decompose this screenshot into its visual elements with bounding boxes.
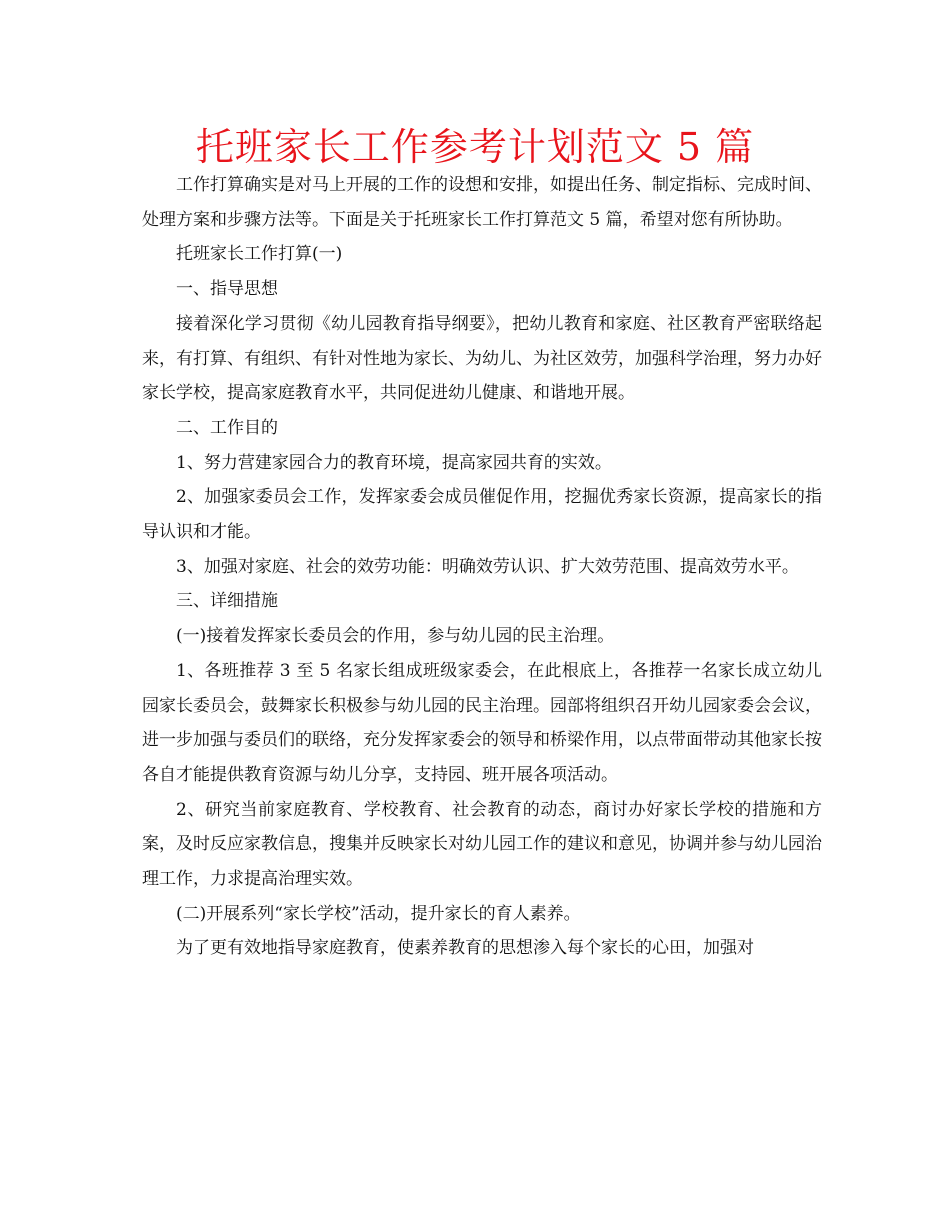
document-body: [142, 168, 822, 966]
paragraph-goal-2: 2、加强家委员会工作，发挥家委会成员催促作用，挖掘优秀家长资源，提高家长的指导认识和才能。: [142, 487, 822, 543]
paragraph-parent-school: 为了更有效地指导家庭教育，使素养教育的思想渗入每个家长的心田，加强对: [176, 938, 754, 959]
subsection-heading-committee: (一)接着发挥家长委员会的作用，参与幼儿园的民主治理。: [176, 626, 615, 647]
section-heading-guiding-ideology: 一、指导思想: [176, 279, 278, 300]
subsection-heading-parent-school: (二)开展系列“家长学校”活动，提升家长的育人素养。: [176, 903, 581, 924]
section-heading-work-goals: 二、工作目的: [176, 417, 278, 438]
section-heading-measures: 三、详细措施: [176, 591, 278, 612]
paragraph-goal-3: 3、加强对家庭、社会的效劳功能：明确效劳认识、扩大效劳范围、提高效劳水平。: [176, 556, 799, 577]
paragraph-intro: 工作打算确实是对马上开展的工作的设想和安排，如提出任务、制定指标、完成时间、处理方案和步骤方法等。下面是关于托班家长工作打算范文 5 篇，希望对您有所协助。: [142, 175, 822, 230]
paragraph-measure-2: 2、研究当前家庭教育、学校教育、社会教育的动态，商讨办好家长学校的措施和方案，及时反应家教信息，搜集并反映家长对幼儿园工作的建议和意见，协调并参与幼儿园治理工作，力求提高治理实效。: [142, 799, 822, 890]
paragraph-guiding-ideology: 接着深化学习贯彻《幼儿园教育指导纲要》，把幼儿教育和家庭、社区教育严密联络起来，有打算、有组织、有针对性地为家长、为幼儿、为社区效劳，加强科学治理，努力办好家长学校，提高家庭教育水平，共同促进幼儿健康、和谐地开展。: [142, 313, 822, 404]
paragraph-plan-heading: 托班家长工作打算(一): [176, 244, 343, 265]
paragraph-measure-1: 1、各班推荐 3 至 5 名家长组成班级家委会，在此根底上，各推荐一名家长成立幼儿园家长委员会，鼓舞家长积极参与幼儿园的民主治理。园部将组织召开幼儿园家委会会议，进一步加强与委员们的联络，充分发挥家委会的领导和桥梁作用，以点带面带动其他家长按各自才能提供教育资源与幼儿分享，支持园、班开展各项活动。: [142, 660, 822, 785]
document-title: 托班家长工作参考计划范文 5 篇: [195, 125, 755, 169]
paragraph-goal-1: 1、努力营建家园合力的教育环境，提高家园共育的实效。: [176, 452, 612, 473]
